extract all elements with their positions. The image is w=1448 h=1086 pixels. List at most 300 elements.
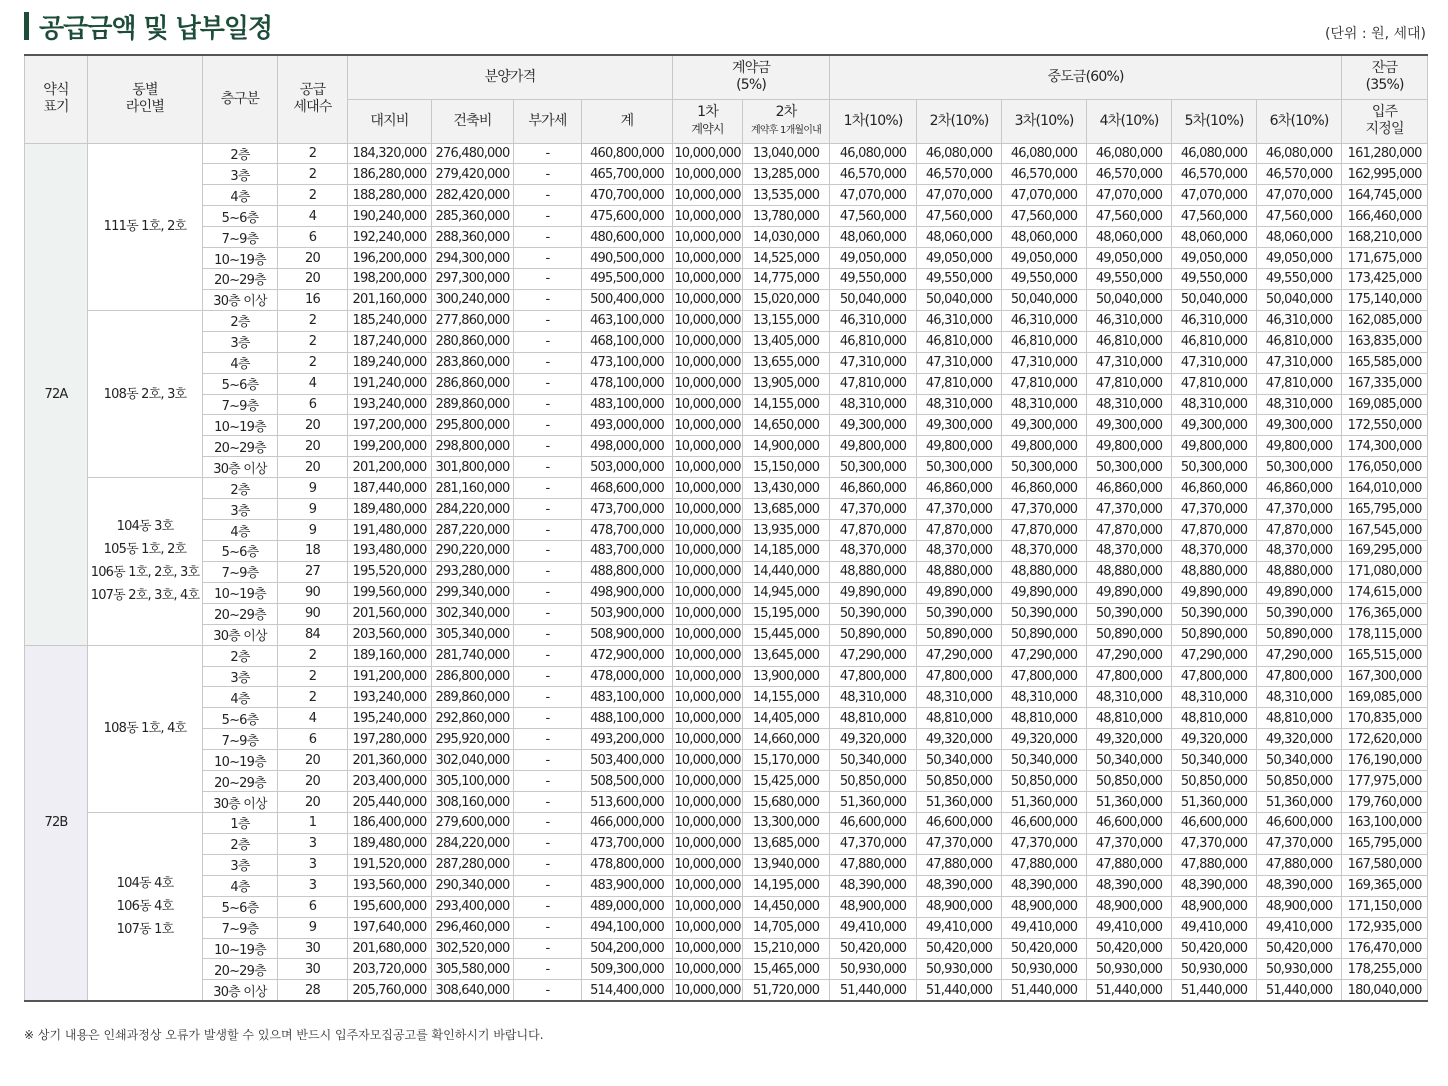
cell-deposit-1: 10,000,000	[673, 394, 743, 415]
cell-balance: 176,365,000	[1342, 603, 1428, 624]
cell-balance: 167,580,000	[1342, 854, 1428, 875]
cell-mid-5: 48,310,000	[1172, 687, 1257, 708]
cell-mid-1: 49,300,000	[830, 415, 917, 436]
cell-mid-4: 50,420,000	[1087, 938, 1172, 959]
cell-land-cost: 191,200,000	[348, 666, 432, 687]
cell-total: 498,000,000	[582, 436, 673, 457]
cell-mid-1: 47,560,000	[830, 206, 917, 227]
cell-mid-1: 50,930,000	[830, 959, 917, 980]
cell-mid-6: 50,850,000	[1257, 771, 1342, 792]
cell-balance: 170,835,000	[1342, 708, 1428, 729]
building-line: 104동 3호	[116, 519, 174, 535]
cell-floor: 3층	[203, 499, 278, 520]
cell-total: 503,900,000	[582, 603, 673, 624]
cell-land-cost: 188,280,000	[348, 185, 432, 206]
cell-mid-1: 46,860,000	[830, 478, 917, 499]
cell-build-cost: 288,360,000	[432, 227, 514, 248]
table-row	[25, 394, 1428, 415]
cell-deposit-1: 10,000,000	[673, 624, 743, 645]
cell-mid-3: 50,850,000	[1002, 771, 1087, 792]
cell-build-cost: 289,860,000	[432, 394, 514, 415]
table-row	[25, 499, 1428, 520]
cell-mid-5: 47,370,000	[1172, 833, 1257, 854]
cell-deposit-2: 13,935,000	[743, 520, 830, 541]
cell-units: 28	[278, 980, 348, 1001]
cell-mid-6: 48,060,000	[1257, 227, 1342, 248]
table-row	[25, 833, 1428, 854]
cell-deposit-1: 10,000,000	[673, 289, 743, 310]
cell-build-cost: 286,860,000	[432, 373, 514, 394]
cell-mid-1: 46,310,000	[830, 310, 917, 331]
cell-balance: 166,460,000	[1342, 206, 1428, 227]
cell-total: 504,200,000	[582, 938, 673, 959]
cell-deposit-1: 10,000,000	[673, 980, 743, 1001]
cell-mid-6: 48,900,000	[1257, 896, 1342, 917]
cell-floor: 10~19층	[203, 750, 278, 771]
cell-mid-4: 49,410,000	[1087, 917, 1172, 938]
cell-deposit-2: 51,720,000	[743, 980, 830, 1001]
cell-deposit-1: 10,000,000	[673, 248, 743, 269]
table-row	[25, 729, 1428, 750]
cell-floor: 10~19층	[203, 582, 278, 603]
cell-deposit-1: 10,000,000	[673, 833, 743, 854]
cell-mid-2: 49,550,000	[917, 269, 1002, 290]
cell-mid-2: 50,300,000	[917, 457, 1002, 478]
type-label: 72A	[25, 143, 88, 645]
cell-mid-5: 47,810,000	[1172, 373, 1257, 394]
cell-deposit-2: 15,680,000	[743, 792, 830, 813]
cell-build-cost: 305,580,000	[432, 959, 514, 980]
cell-mid-4: 46,570,000	[1087, 164, 1172, 185]
cell-mid-6: 49,800,000	[1257, 436, 1342, 457]
cell-mid-6: 49,410,000	[1257, 917, 1342, 938]
cell-floor: 5~6층	[203, 708, 278, 729]
cell-land-cost: 199,560,000	[348, 582, 432, 603]
table-row	[25, 269, 1428, 290]
cell-mid-1: 49,410,000	[830, 917, 917, 938]
table-row	[25, 352, 1428, 373]
cell-mid-1: 50,890,000	[830, 624, 917, 645]
cell-mid-5: 47,370,000	[1172, 499, 1257, 520]
cell-mid-6: 48,390,000	[1257, 875, 1342, 896]
cell-balance: 162,995,000	[1342, 164, 1428, 185]
header-price-group: 분양가격	[348, 55, 673, 99]
cell-mid-2: 51,360,000	[917, 792, 1002, 813]
cell-land-cost: 205,440,000	[348, 792, 432, 813]
cell-floor: 10~19층	[203, 248, 278, 269]
cell-floor: 30층 이상	[203, 980, 278, 1001]
cell-floor: 20~29층	[203, 959, 278, 980]
cell-floor: 2층	[203, 478, 278, 499]
cell-deposit-1: 10,000,000	[673, 561, 743, 582]
cell-floor: 7~9층	[203, 729, 278, 750]
cell-balance: 172,620,000	[1342, 729, 1428, 750]
cell-floor: 30층 이상	[203, 289, 278, 310]
table-row	[25, 917, 1428, 938]
cell-mid-6: 47,870,000	[1257, 520, 1342, 541]
building-line: 106동 4호	[116, 898, 174, 914]
cell-total: 473,100,000	[582, 352, 673, 373]
cell-deposit-2: 15,425,000	[743, 771, 830, 792]
cell-mid-5: 49,800,000	[1172, 436, 1257, 457]
cell-total: 503,000,000	[582, 457, 673, 478]
cell-total: 494,100,000	[582, 917, 673, 938]
cell-mid-6: 51,440,000	[1257, 980, 1342, 1001]
header-total: 계	[582, 99, 673, 143]
cell-land-cost: 189,480,000	[348, 833, 432, 854]
cell-mid-1: 48,880,000	[830, 561, 917, 582]
cell-mid-2: 50,390,000	[917, 603, 1002, 624]
header-mid-1: 1차(10%)	[830, 99, 917, 143]
cell-mid-1: 47,880,000	[830, 854, 917, 875]
cell-vat: -	[514, 603, 582, 624]
cell-vat: -	[514, 541, 582, 562]
cell-land-cost: 201,560,000	[348, 603, 432, 624]
cell-balance: 171,080,000	[1342, 561, 1428, 582]
cell-mid-2: 50,930,000	[917, 959, 1002, 980]
cell-mid-3: 47,810,000	[1002, 373, 1087, 394]
cell-deposit-1: 10,000,000	[673, 750, 743, 771]
cell-mid-1: 49,050,000	[830, 248, 917, 269]
cell-mid-5: 50,390,000	[1172, 603, 1257, 624]
cell-units: 3	[278, 875, 348, 896]
cell-mid-4: 47,310,000	[1087, 352, 1172, 373]
cell-vat: -	[514, 708, 582, 729]
cell-vat: -	[514, 248, 582, 269]
cell-mid-2: 50,340,000	[917, 750, 1002, 771]
cell-vat: -	[514, 478, 582, 499]
cell-total: 478,000,000	[582, 666, 673, 687]
cell-mid-4: 47,810,000	[1087, 373, 1172, 394]
cell-floor: 4층	[203, 520, 278, 541]
cell-deposit-1: 10,000,000	[673, 164, 743, 185]
cell-deposit-1: 10,000,000	[673, 478, 743, 499]
cell-deposit-1: 10,000,000	[673, 687, 743, 708]
cell-deposit-2: 13,940,000	[743, 854, 830, 875]
cell-deposit-2: 13,535,000	[743, 185, 830, 206]
cell-mid-1: 50,390,000	[830, 603, 917, 624]
table-row	[25, 666, 1428, 687]
cell-floor: 30층 이상	[203, 457, 278, 478]
cell-deposit-1: 10,000,000	[673, 645, 743, 666]
table-row	[25, 980, 1428, 1001]
cell-mid-4: 47,870,000	[1087, 520, 1172, 541]
cell-total: 513,600,000	[582, 792, 673, 813]
cell-mid-4: 48,060,000	[1087, 227, 1172, 248]
cell-build-cost: 284,220,000	[432, 833, 514, 854]
cell-deposit-1: 10,000,000	[673, 917, 743, 938]
cell-floor: 10~19층	[203, 415, 278, 436]
cell-mid-1: 47,870,000	[830, 520, 917, 541]
cell-units: 84	[278, 624, 348, 645]
cell-deposit-2: 14,195,000	[743, 875, 830, 896]
cell-mid-5: 50,420,000	[1172, 938, 1257, 959]
cell-mid-6: 46,600,000	[1257, 813, 1342, 834]
page-title-wrap	[24, 10, 272, 42]
cell-deposit-2: 15,445,000	[743, 624, 830, 645]
cell-build-cost: 296,460,000	[432, 917, 514, 938]
cell-deposit-1: 10,000,000	[673, 520, 743, 541]
cell-units: 2	[278, 331, 348, 352]
cell-vat: -	[514, 457, 582, 478]
cell-build-cost: 295,800,000	[432, 415, 514, 436]
cell-mid-1: 50,340,000	[830, 750, 917, 771]
cell-units: 9	[278, 478, 348, 499]
table-row	[25, 896, 1428, 917]
cell-mid-6: 46,810,000	[1257, 331, 1342, 352]
cell-units: 20	[278, 248, 348, 269]
cell-mid-2: 48,060,000	[917, 227, 1002, 248]
header-floor: 층구분	[203, 55, 278, 143]
cell-mid-1: 48,900,000	[830, 896, 917, 917]
header-mid-4: 4차(10%)	[1087, 99, 1172, 143]
cell-total: 473,700,000	[582, 833, 673, 854]
cell-mid-2: 48,310,000	[917, 394, 1002, 415]
cell-balance: 167,545,000	[1342, 520, 1428, 541]
cell-units: 6	[278, 227, 348, 248]
cell-units: 2	[278, 687, 348, 708]
cell-mid-6: 50,040,000	[1257, 289, 1342, 310]
cell-mid-1: 46,080,000	[830, 143, 917, 164]
cell-units: 18	[278, 541, 348, 562]
cell-mid-6: 49,320,000	[1257, 729, 1342, 750]
cell-units: 9	[278, 499, 348, 520]
cell-floor: 2층	[203, 645, 278, 666]
table-row	[25, 854, 1428, 875]
cell-mid-3: 49,050,000	[1002, 248, 1087, 269]
cell-mid-2: 48,810,000	[917, 708, 1002, 729]
cell-mid-5: 47,880,000	[1172, 854, 1257, 875]
cell-land-cost: 201,200,000	[348, 457, 432, 478]
cell-total: 495,500,000	[582, 269, 673, 290]
table-row	[25, 875, 1428, 896]
cell-land-cost: 192,240,000	[348, 227, 432, 248]
cell-balance: 169,295,000	[1342, 541, 1428, 562]
cell-floor: 7~9층	[203, 561, 278, 582]
table-row	[25, 624, 1428, 645]
cell-total: 500,400,000	[582, 289, 673, 310]
cell-land-cost: 195,240,000	[348, 708, 432, 729]
cell-total: 498,900,000	[582, 582, 673, 603]
cell-land-cost: 189,240,000	[348, 352, 432, 373]
cell-units: 2	[278, 143, 348, 164]
cell-floor: 7~9층	[203, 394, 278, 415]
cell-total: 509,300,000	[582, 959, 673, 980]
cell-mid-1: 49,890,000	[830, 582, 917, 603]
cell-mid-1: 47,070,000	[830, 185, 917, 206]
cell-mid-6: 50,930,000	[1257, 959, 1342, 980]
table-row	[25, 457, 1428, 478]
cell-mid-2: 48,880,000	[917, 561, 1002, 582]
cell-deposit-2: 13,040,000	[743, 143, 830, 164]
cell-total: 478,700,000	[582, 520, 673, 541]
cell-mid-2: 47,070,000	[917, 185, 1002, 206]
header-balance-group: 잔금 (35%)	[1342, 55, 1428, 99]
cell-balance: 172,935,000	[1342, 917, 1428, 938]
cell-total: 480,600,000	[582, 227, 673, 248]
table-row	[25, 143, 1428, 164]
page-title: 공급금액 및 납부일정	[39, 13, 273, 44]
cell-mid-2: 51,440,000	[917, 980, 1002, 1001]
cell-mid-6: 49,050,000	[1257, 248, 1342, 269]
cell-deposit-2: 15,195,000	[743, 603, 830, 624]
cell-mid-1: 48,310,000	[830, 394, 917, 415]
cell-balance: 165,585,000	[1342, 352, 1428, 373]
cell-mid-3: 49,300,000	[1002, 415, 1087, 436]
cell-vat: -	[514, 854, 582, 875]
cell-build-cost: 281,740,000	[432, 645, 514, 666]
cell-vat: -	[514, 813, 582, 834]
header-build: 건축비	[432, 99, 514, 143]
cell-land-cost: 191,520,000	[348, 854, 432, 875]
cell-mid-1: 47,800,000	[830, 666, 917, 687]
table-body	[25, 143, 1428, 1001]
table-row	[25, 959, 1428, 980]
cell-build-cost: 289,860,000	[432, 687, 514, 708]
cell-deposit-1: 10,000,000	[673, 541, 743, 562]
cell-build-cost: 305,340,000	[432, 624, 514, 645]
cell-deposit-1: 10,000,000	[673, 896, 743, 917]
cell-mid-2: 47,560,000	[917, 206, 1002, 227]
cell-mid-3: 48,310,000	[1002, 394, 1087, 415]
cell-mid-1: 47,310,000	[830, 352, 917, 373]
cell-mid-2: 49,320,000	[917, 729, 1002, 750]
cell-mid-2: 49,410,000	[917, 917, 1002, 938]
cell-mid-5: 48,310,000	[1172, 394, 1257, 415]
cell-total: 478,800,000	[582, 854, 673, 875]
cell-vat: -	[514, 206, 582, 227]
cell-mid-4: 50,300,000	[1087, 457, 1172, 478]
cell-mid-6: 50,340,000	[1257, 750, 1342, 771]
cell-vat: -	[514, 687, 582, 708]
cell-mid-5: 47,870,000	[1172, 520, 1257, 541]
cell-mid-2: 47,870,000	[917, 520, 1002, 541]
cell-mid-1: 49,320,000	[830, 729, 917, 750]
table-row	[25, 373, 1428, 394]
unit-note: (단위 : 원, 세대)	[1324, 26, 1426, 42]
cell-mid-2: 47,370,000	[917, 833, 1002, 854]
cell-balance: 178,115,000	[1342, 624, 1428, 645]
cell-mid-2: 49,050,000	[917, 248, 1002, 269]
cell-mid-4: 47,880,000	[1087, 854, 1172, 875]
table-row	[25, 478, 1428, 499]
cell-land-cost: 197,200,000	[348, 415, 432, 436]
cell-mid-3: 49,890,000	[1002, 582, 1087, 603]
cell-mid-2: 46,310,000	[917, 310, 1002, 331]
cell-vat: -	[514, 227, 582, 248]
cell-build-cost: 293,400,000	[432, 896, 514, 917]
cell-mid-4: 50,930,000	[1087, 959, 1172, 980]
cell-deposit-2: 13,300,000	[743, 813, 830, 834]
cell-build-cost: 279,420,000	[432, 164, 514, 185]
cell-mid-6: 48,310,000	[1257, 394, 1342, 415]
building-line: 107동 1호	[116, 921, 174, 937]
cell-vat: -	[514, 750, 582, 771]
cell-mid-1: 46,600,000	[830, 813, 917, 834]
cell-mid-6: 49,550,000	[1257, 269, 1342, 290]
cell-mid-4: 47,560,000	[1087, 206, 1172, 227]
cell-build-cost: 302,520,000	[432, 938, 514, 959]
cell-vat: -	[514, 269, 582, 290]
cell-total: 468,600,000	[582, 478, 673, 499]
cell-vat: -	[514, 373, 582, 394]
cell-floor: 2층	[203, 143, 278, 164]
cell-floor: 1층	[203, 813, 278, 834]
cell-deposit-2: 13,655,000	[743, 352, 830, 373]
cell-deposit-2: 14,155,000	[743, 394, 830, 415]
cell-balance: 175,140,000	[1342, 289, 1428, 310]
cell-vat: -	[514, 917, 582, 938]
cell-deposit-2: 14,945,000	[743, 582, 830, 603]
cell-mid-6: 48,310,000	[1257, 687, 1342, 708]
cell-deposit-2: 13,685,000	[743, 499, 830, 520]
cell-mid-4: 47,800,000	[1087, 666, 1172, 687]
cell-deposit-2: 13,155,000	[743, 310, 830, 331]
cell-mid-5: 49,320,000	[1172, 729, 1257, 750]
table-row	[25, 185, 1428, 206]
cell-mid-6: 47,310,000	[1257, 352, 1342, 373]
table-row	[25, 248, 1428, 269]
cell-mid-4: 50,390,000	[1087, 603, 1172, 624]
cell-land-cost: 189,480,000	[348, 499, 432, 520]
cell-balance: 164,745,000	[1342, 185, 1428, 206]
building-lines	[88, 813, 203, 1001]
cell-mid-2: 47,800,000	[917, 666, 1002, 687]
cell-mid-5: 49,550,000	[1172, 269, 1257, 290]
cell-build-cost: 294,300,000	[432, 248, 514, 269]
cell-build-cost: 283,860,000	[432, 352, 514, 373]
cell-deposit-1: 10,000,000	[673, 310, 743, 331]
cell-build-cost: 297,300,000	[432, 269, 514, 290]
cell-build-cost: 292,860,000	[432, 708, 514, 729]
cell-build-cost: 308,640,000	[432, 980, 514, 1001]
cell-build-cost: 282,420,000	[432, 185, 514, 206]
cell-floor: 30층 이상	[203, 624, 278, 645]
cell-balance: 172,550,000	[1342, 415, 1428, 436]
cell-vat: -	[514, 959, 582, 980]
cell-floor: 3층	[203, 666, 278, 687]
cell-units: 90	[278, 582, 348, 603]
cell-floor: 20~29층	[203, 771, 278, 792]
header-building: 동별 라인별	[88, 55, 203, 143]
cell-units: 2	[278, 310, 348, 331]
cell-deposit-1: 10,000,000	[673, 269, 743, 290]
cell-mid-1: 48,370,000	[830, 541, 917, 562]
cell-build-cost: 302,340,000	[432, 603, 514, 624]
cell-mid-4: 49,050,000	[1087, 248, 1172, 269]
cell-deposit-2: 14,650,000	[743, 415, 830, 436]
cell-vat: -	[514, 561, 582, 582]
cell-mid-1: 50,040,000	[830, 289, 917, 310]
cell-balance: 176,470,000	[1342, 938, 1428, 959]
cell-balance: 168,210,000	[1342, 227, 1428, 248]
cell-mid-6: 47,370,000	[1257, 499, 1342, 520]
cell-build-cost: 279,600,000	[432, 813, 514, 834]
cell-land-cost: 205,760,000	[348, 980, 432, 1001]
cell-mid-4: 48,370,000	[1087, 541, 1172, 562]
cell-deposit-2: 13,645,000	[743, 645, 830, 666]
cell-build-cost: 277,860,000	[432, 310, 514, 331]
cell-floor: 3층	[203, 164, 278, 185]
cell-land-cost: 191,240,000	[348, 373, 432, 394]
building-lines	[88, 645, 203, 812]
cell-land-cost: 198,200,000	[348, 269, 432, 290]
cell-mid-3: 48,060,000	[1002, 227, 1087, 248]
cell-build-cost: 287,280,000	[432, 854, 514, 875]
building-line: 107동 2호, 3호, 4호	[90, 588, 200, 604]
header-units: 공급 세대수	[278, 55, 348, 143]
cell-floor: 4층	[203, 352, 278, 373]
